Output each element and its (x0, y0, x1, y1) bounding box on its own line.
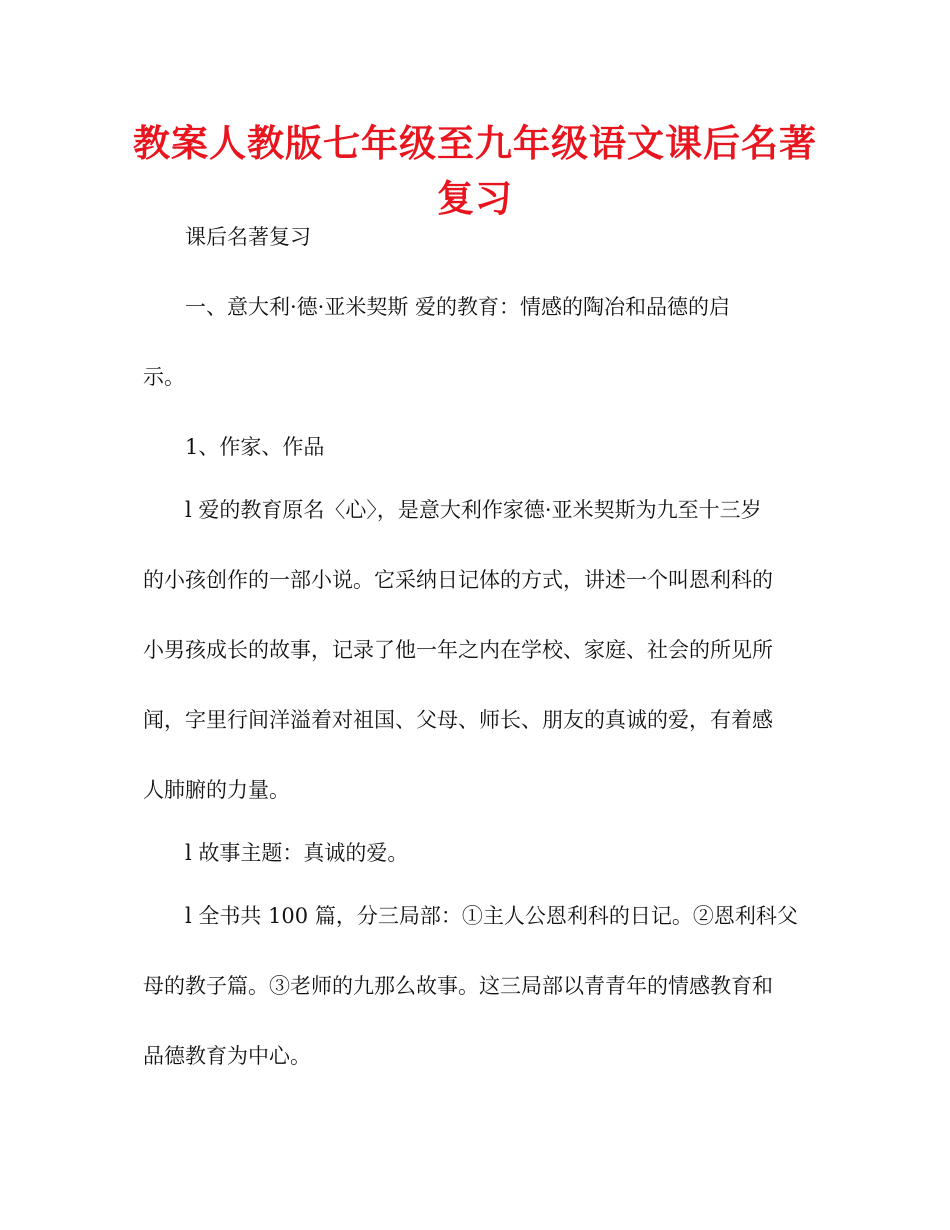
text-line: 闻，字里行间洋溢着对祖国、父母、师长、朋友的真诚的爱，有着感 (143, 708, 773, 732)
paragraph-subtitle (143, 220, 810, 255)
paragraph-section-heading (143, 290, 810, 395)
document-title: 教案人教版七年级至九年级语文课后名著复习 (133, 122, 817, 220)
paragraph-subheading (143, 430, 810, 465)
text-line: 小男孩成长的故事，记录了他一年之内在学校、家庭、社会的所见所 (143, 638, 773, 662)
text-line: 示。 (143, 365, 185, 389)
text-line: 的小孩创作的一部小说。它采纳日记体的方式，讲述一个叫恩利科的 (143, 568, 773, 592)
text-line: l 全书共 100 篇，分三局部：①主人公恩利科的日记。②恩利科父 (185, 904, 798, 928)
text-line: 品德教育为中心。 (143, 1044, 311, 1068)
text-line: 人肺腑的力量。 (143, 778, 290, 802)
paragraph-structure (143, 899, 810, 1074)
paragraph-introduction (143, 493, 810, 808)
text-line: 一、意大利·德·亚米契斯 爱的教育：情感的陶冶和品德的启 (185, 295, 731, 319)
text-line: l 故事主题：真诚的爱。 (185, 841, 409, 865)
text-line: l 爱的教育原名〈心〉，是意大利作家德·亚米契斯为九至十三岁 (185, 498, 762, 522)
text-line: 课后名著复习 (185, 225, 311, 249)
document-body (143, 220, 810, 1074)
text-line: 母的教子篇。③老师的九那么故事。这三局部以青青年的情感教育和 (143, 974, 773, 998)
text-line: 1、作家、作品 (185, 435, 325, 459)
paragraph-theme (143, 836, 810, 871)
